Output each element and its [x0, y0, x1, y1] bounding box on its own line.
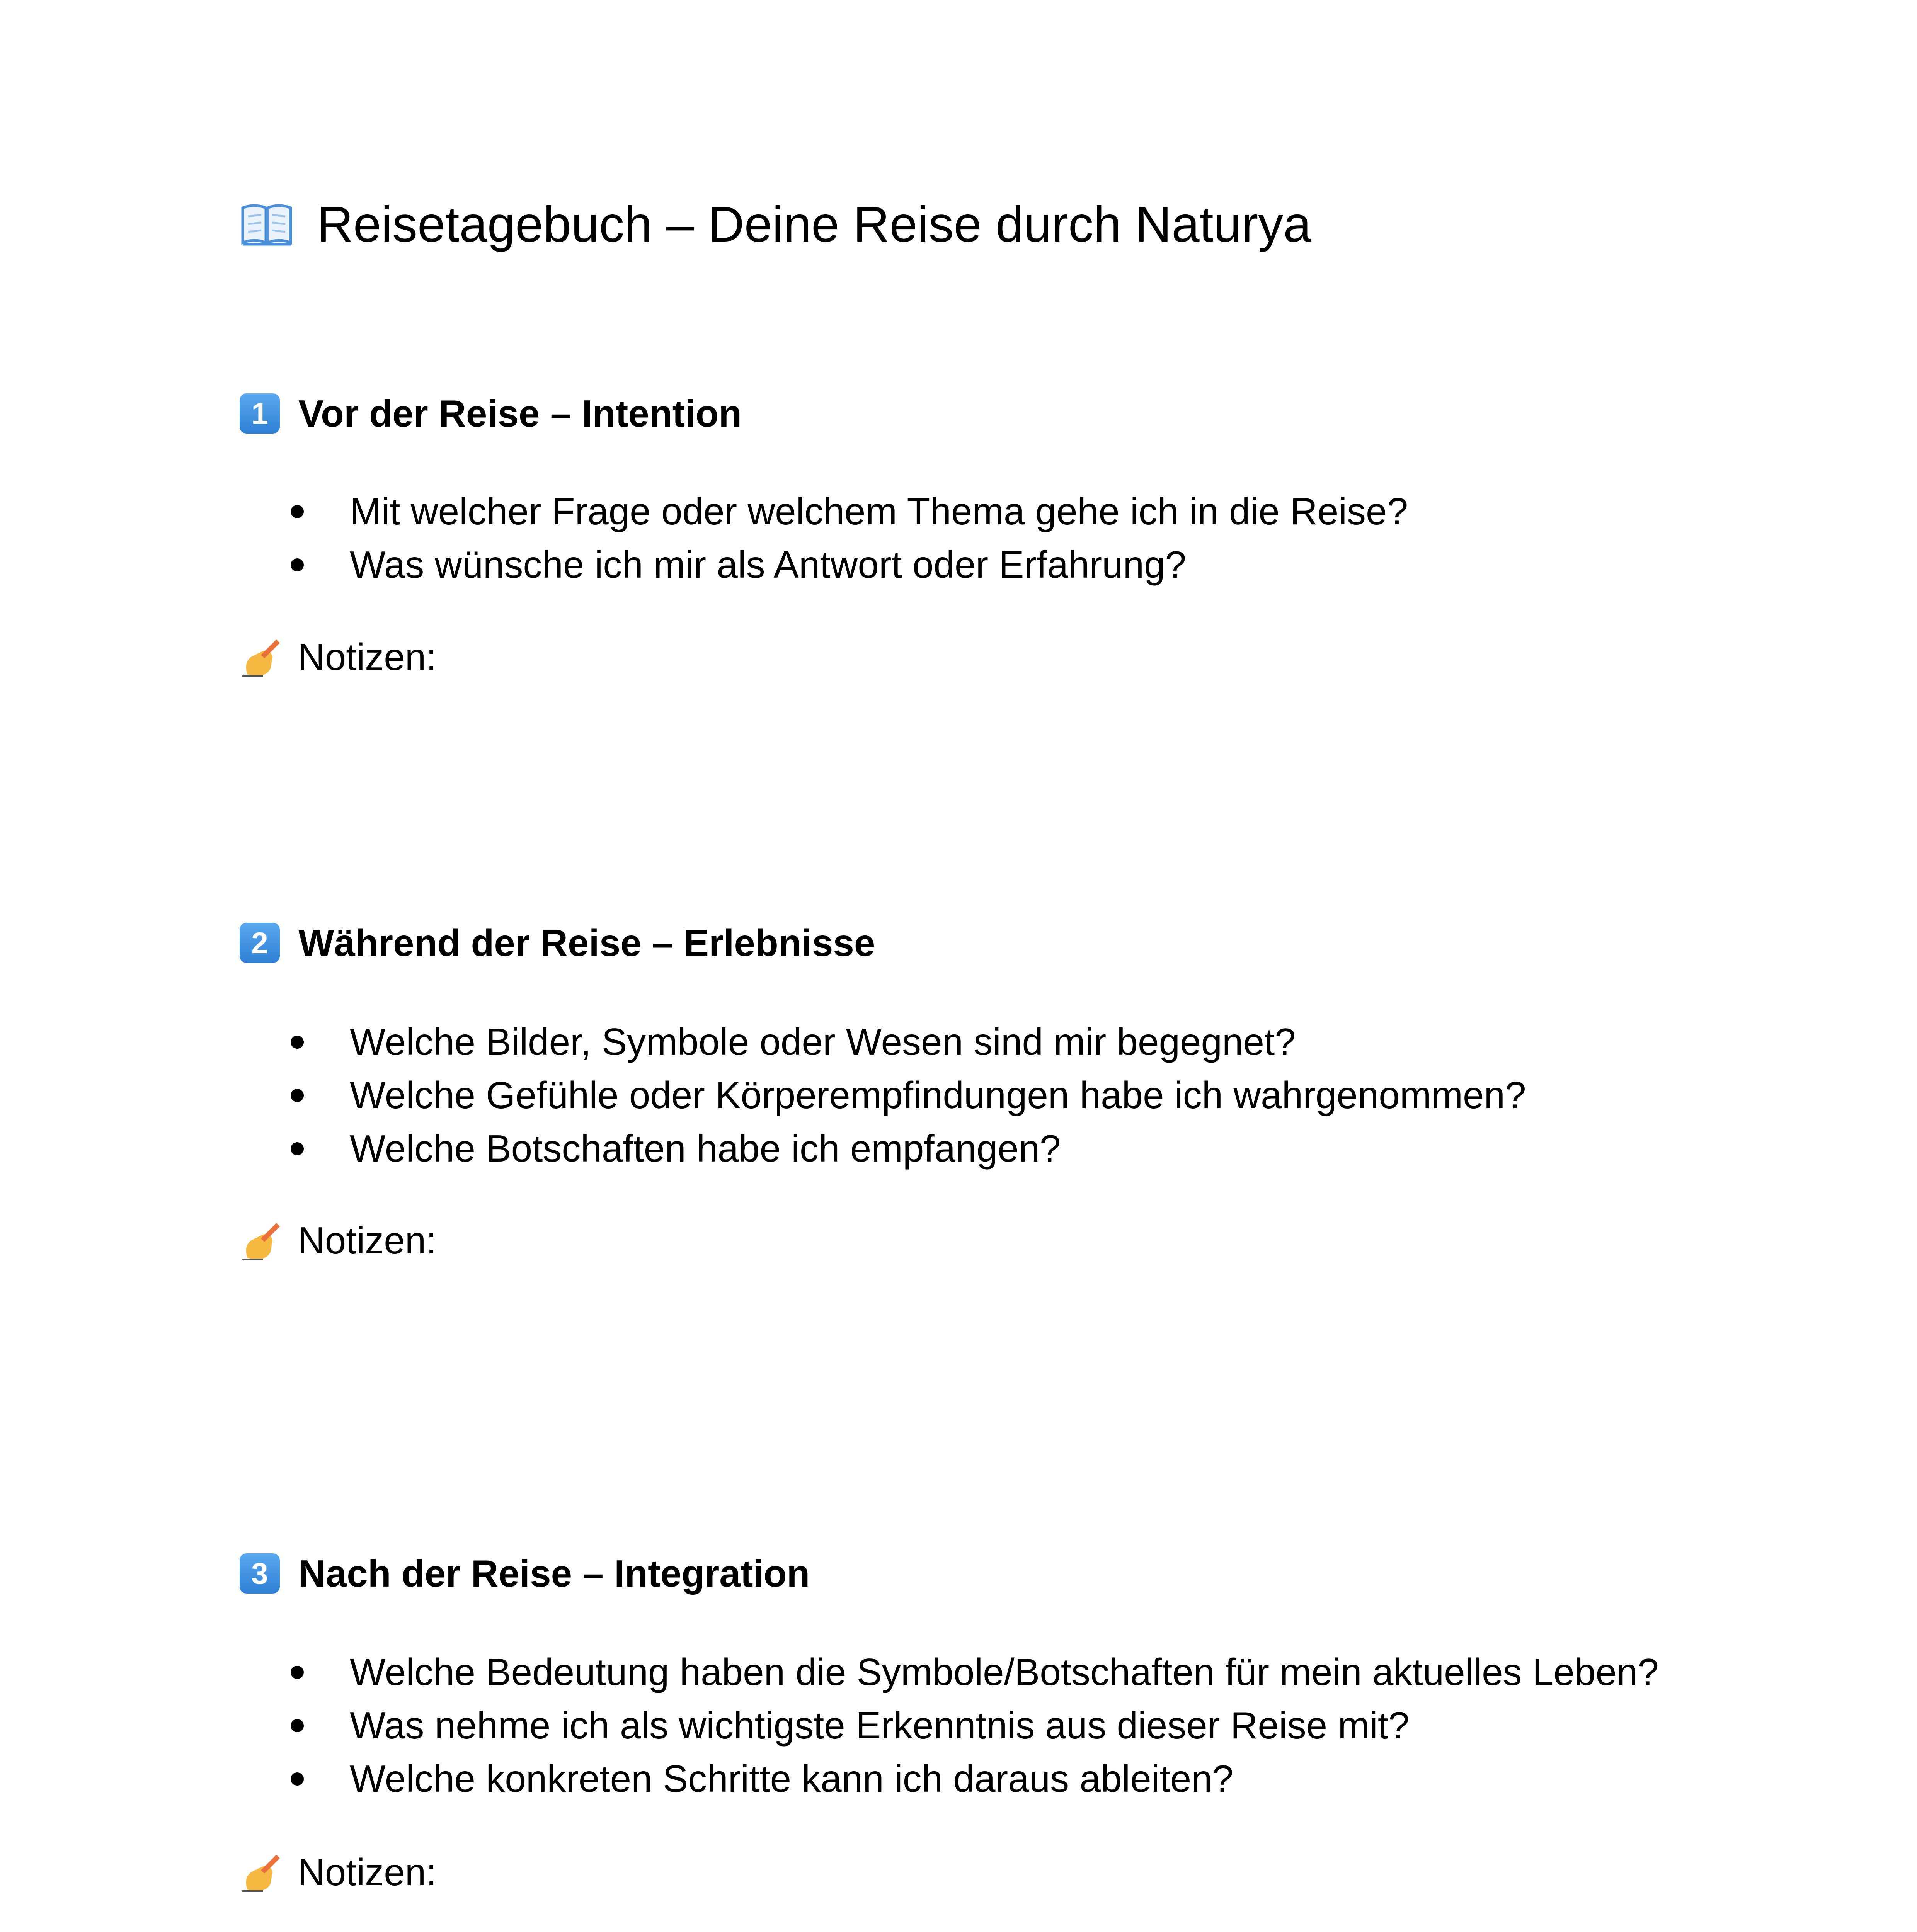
notes-label-text: Notizen: — [298, 635, 437, 678]
section-3-list — [0, 1645, 1659, 1805]
section-heading-text: Vor der Reise – Intention — [298, 392, 742, 435]
bullet-icon — [291, 1036, 304, 1049]
section-heading-2 — [240, 920, 875, 966]
bullet-icon — [291, 1719, 304, 1732]
list-item: Welche Bedeutung haben die Symbole/Botschaften für mein aktuelles Leben? — [0, 1645, 1659, 1699]
section-1-list — [0, 485, 1408, 591]
list-item: Was wünsche ich mir als Antwort oder Erfahrung? — [0, 538, 1408, 591]
notes-label-text: Notizen: — [298, 1219, 437, 1262]
bullet-icon — [291, 1772, 304, 1786]
notes-label-2 — [240, 1217, 437, 1264]
notes-label-text: Notizen: — [298, 1850, 437, 1893]
section-2-list — [0, 1015, 1526, 1175]
section-heading-3 — [240, 1550, 810, 1597]
notes-label-1 — [240, 634, 437, 680]
writing-hand-icon — [240, 636, 282, 678]
bullet-icon — [291, 505, 304, 518]
list-item: Was nehme ich als wichtigste Erkenntnis aus dieser Reise mit? — [0, 1699, 1659, 1752]
bullet-icon — [291, 1089, 304, 1102]
bullet-icon — [291, 1666, 304, 1679]
list-item: Welche Gefühle oder Körperempfindungen habe ich wahrgenommen? — [0, 1068, 1526, 1122]
number-3-badge: 3 — [240, 1553, 280, 1594]
list-item: Welche konkreten Schritte kann ich daraus ableiten? — [0, 1752, 1659, 1805]
number-1-badge: 1 — [240, 393, 280, 434]
list-item: Welche Bilder, Symbole oder Wesen sind mir begegnet? — [0, 1015, 1526, 1068]
list-item: Mit welcher Frage oder welchem Thema gehe ich in die Reise? — [0, 485, 1408, 538]
section-heading-text: Nach der Reise – Integration — [298, 1552, 810, 1595]
page-title-text: Reisetagebuch – Deine Reise durch Naturya — [317, 196, 1311, 252]
open-book-icon — [240, 201, 294, 247]
notes-label-3 — [240, 1849, 437, 1895]
number-2-badge: 2 — [240, 923, 280, 963]
bullet-icon — [291, 1142, 304, 1155]
page-title — [240, 185, 1311, 263]
section-heading-text: Während der Reise – Erlebnisse — [298, 921, 875, 964]
bullet-icon — [291, 558, 304, 571]
list-item: Welche Botschaften habe ich empfangen? — [0, 1122, 1526, 1175]
writing-hand-icon — [240, 1851, 282, 1893]
section-heading-1 — [240, 390, 742, 437]
writing-hand-icon — [240, 1219, 282, 1262]
